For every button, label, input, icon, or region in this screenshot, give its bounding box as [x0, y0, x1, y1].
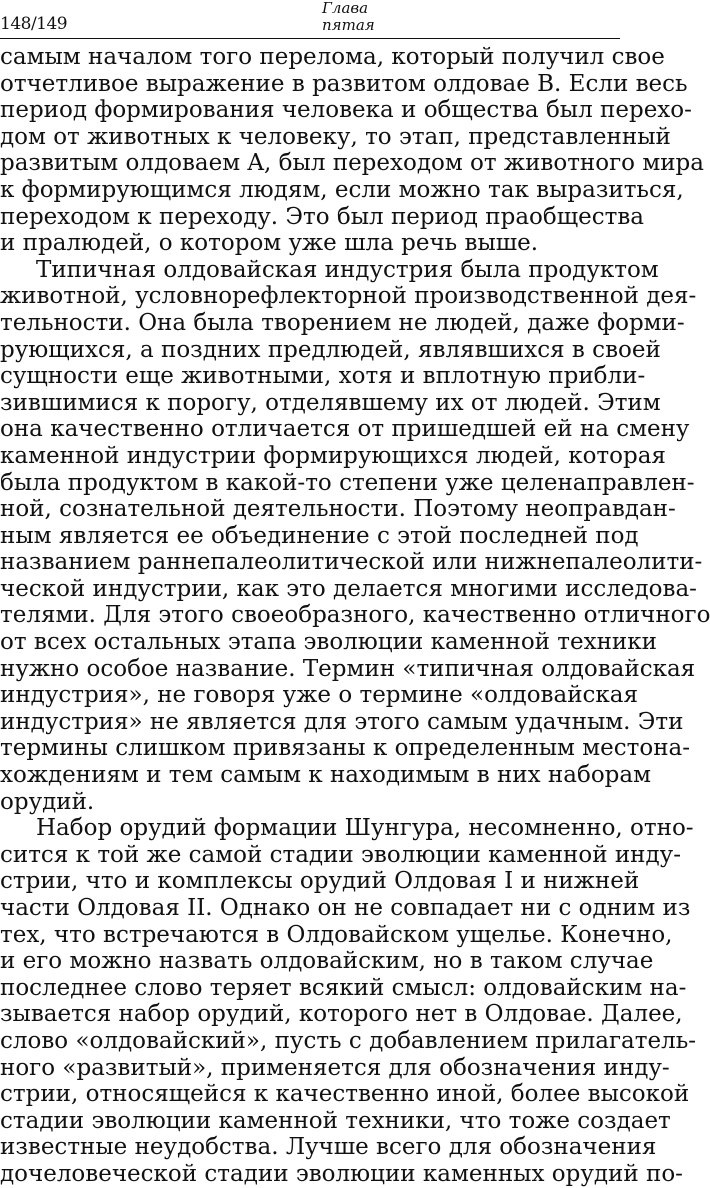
- paragraph: [0, 256, 710, 815]
- text-line: индустрия» не является для этого самым удачным. Эти: [0, 708, 684, 735]
- text-line: зившимися к порогу, отделявшему их от людей. Этим: [0, 389, 661, 416]
- text-line: последнее слово теряет всякий смысл: олдовайским на-: [0, 974, 687, 1001]
- text-line: была продуктом в какой-то степени уже целенаправлен-: [0, 469, 695, 496]
- text-line: она качественно отличается от пришедшей ей на смену: [0, 416, 690, 443]
- text-line: животной, условнорефлекторной производственной дея-: [0, 283, 697, 310]
- text-line: самым началом того перелома, который получил свое: [0, 44, 665, 70]
- text-line: стрии, относящейся к качественно иной, более высокой: [0, 1081, 690, 1108]
- text-line: отчетливое выражение в развитом олдовае B. Если весь: [0, 70, 688, 97]
- text-line: ного «развитый», применяется для обозначения инду-: [0, 1054, 670, 1081]
- text-line: дочеловеческой стадии эволюции каменных орудий по-: [0, 1160, 683, 1187]
- text-line: названием раннепалеолитической или нижнепалеолити-: [0, 549, 703, 576]
- text-line: развитым олдоваем A, был переходом от животного мира: [0, 150, 704, 177]
- text-line: и пралюдей, о котором уже шла речь выше.: [0, 230, 539, 257]
- text-line: слово «олдовайский», пусть с добавлением прилагатель-: [0, 1027, 696, 1054]
- text-line: переходом к переходу. Это был период праобщества: [0, 203, 644, 230]
- text-line: рующихся, а поздних предлюдей, являвшихся в своей: [0, 336, 661, 363]
- text-line: сущности еще животными, хотя и вплотную прибли-: [0, 363, 646, 390]
- page-number: 148/149: [0, 14, 68, 34]
- running-head-chapter: Глава: [322, 0, 369, 17]
- text-line: сится к той же самой стадии эволюции каменной инду-: [0, 841, 681, 868]
- text-line: стрии, что и комплексы орудий Олдовая I и нижней: [0, 868, 640, 895]
- text-line: ным является ее объединение с этой последней под: [0, 522, 639, 549]
- text-line: период формирования человека и общества был перехо-: [0, 97, 692, 124]
- running-head-number: пятая: [322, 16, 375, 34]
- text-line: ческой индустрии, как это делается многими исследова-: [0, 575, 697, 602]
- text-line: Набор орудий формации Шунгура, несомненно, отно-: [36, 815, 694, 842]
- text-line: орудий.: [0, 788, 95, 815]
- text-line: и его можно назвать олдовайским, но в таком случае: [0, 948, 654, 975]
- text-line: хождениям и тем самым к находимым в них наборам: [0, 762, 651, 789]
- paragraph: [0, 815, 696, 1187]
- text-line: стадии эволюции каменной техники, что тоже создает: [0, 1107, 671, 1134]
- text-line: нужно особое название. Термин «типичная олдовайская: [0, 655, 696, 682]
- page-header: [0, 0, 620, 38]
- text-line: известные неудобства. Лучше всего для обозначения: [0, 1134, 657, 1161]
- text-line: зывается набор орудий, которого нет в Олдовае. Далее,: [0, 1001, 683, 1028]
- text-line: дом от животных к человеку, то этап, представленный: [0, 123, 671, 150]
- running-head: [322, 0, 375, 34]
- text-line: тех, что встречаются в Олдовайском ущелье. Конечно,: [0, 921, 673, 948]
- text-line: каменной индустрии формирующихся людей, которая: [0, 442, 666, 469]
- text-line: к формирующимся людям, если можно так выразиться,: [0, 176, 684, 203]
- text-line: Типичная олдовайская индустрия была продуктом: [36, 256, 659, 283]
- text-line: термины слишком привязаны к определенным местона-: [0, 735, 691, 762]
- paragraph: [0, 44, 704, 257]
- text-line: тельности. Она была творением не людей, даже форми-: [0, 309, 685, 336]
- text-line: индустрия», не говоря уже о термине «олдовайская: [0, 682, 639, 709]
- text-line: от всех остальных этапа эволюции каменной техники: [0, 629, 657, 656]
- text-line: ной, сознательной деятельности. Поэтому неоправдан-: [0, 496, 676, 523]
- body-text: [0, 44, 710, 1188]
- text-line: части Олдовая II. Однако он не совпадает ни с одним из: [0, 895, 691, 921]
- text-line: телями. Для этого своеобразного, качественно отличного: [0, 602, 710, 629]
- header-rule: [0, 38, 620, 39]
